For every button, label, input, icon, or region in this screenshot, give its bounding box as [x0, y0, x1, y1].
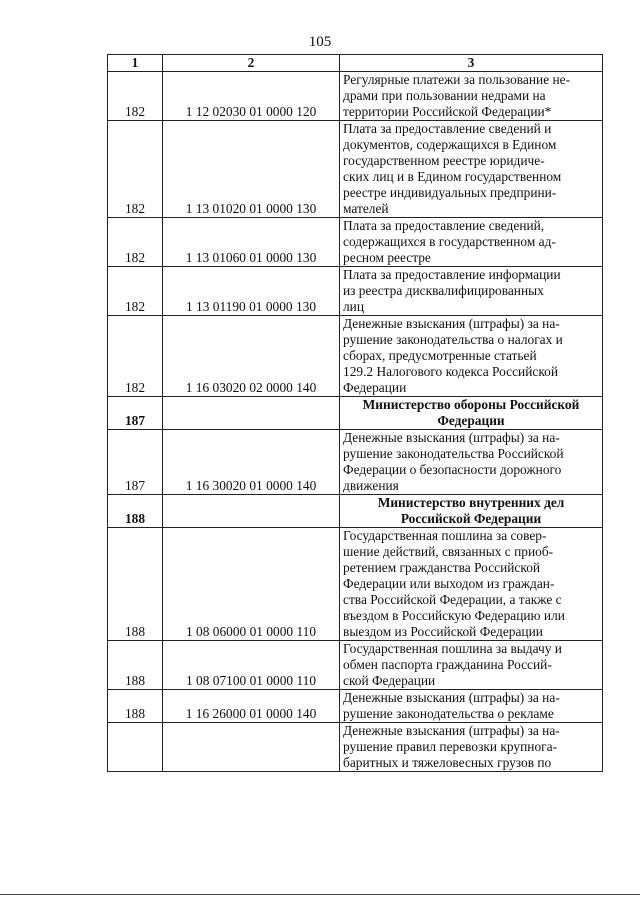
text-line: Федерации: [343, 380, 407, 395]
revenue-codes-table: [107, 54, 603, 772]
text-line: 129.2 Налогового кодекса Российской: [343, 364, 559, 379]
revenue-name-cell: [340, 430, 603, 495]
text-line: Денежные взыскания (штрафы) за на-: [343, 723, 560, 738]
budget-code-cell: 1 13 01020 01 0000 130: [163, 121, 340, 218]
table-row: [108, 121, 603, 218]
ministry-name-cell: [340, 495, 603, 528]
text-line: баритных и тяжеловесных грузов по: [343, 755, 552, 770]
budget-code-cell: 1 16 26000 01 0000 140: [163, 690, 340, 723]
revenue-name-cell: [340, 267, 603, 316]
admin-code-cell: 188: [108, 690, 163, 723]
column-header-3: 3: [340, 55, 603, 72]
text-line: движения: [343, 478, 399, 493]
admin-code-cell: 182: [108, 267, 163, 316]
text-line: содержащихся в государственном ад-: [343, 234, 556, 249]
ministry-header-row: [108, 397, 603, 430]
text-line: ства Российской Федерации, а также с: [343, 592, 562, 607]
budget-code-cell: 1 13 01190 01 0000 130: [163, 267, 340, 316]
text-line: Денежные взыскания (штрафы) за на-: [343, 690, 560, 705]
admin-code-cell: [108, 723, 163, 772]
column-header-1: 1: [108, 55, 163, 72]
admin-code-cell: 182: [108, 121, 163, 218]
budget-code-cell: [163, 723, 340, 772]
text-line: рушение законодательства о рекламе: [343, 706, 554, 721]
admin-code-cell: 187: [108, 397, 163, 430]
budget-code-cell: 1 13 01060 01 0000 130: [163, 218, 340, 267]
table-row: [108, 430, 603, 495]
text-line: Денежные взыскания (штрафы) за на-: [343, 430, 560, 445]
admin-code-cell: 188: [108, 495, 163, 528]
revenue-name-cell: [340, 690, 603, 723]
text-line: рушение законодательства Российской: [343, 446, 564, 461]
revenue-name-cell: [340, 72, 603, 121]
text-line: сборах, предусмотренные статьей: [343, 348, 537, 363]
text-line: Плата за предоставление информации: [343, 267, 561, 282]
budget-code-cell: [163, 495, 340, 528]
table-header-row: [108, 55, 603, 72]
admin-code-cell: 188: [108, 641, 163, 690]
table-row: [108, 641, 603, 690]
table-row: [108, 723, 603, 772]
text-line: драми при пользовании недрами на: [343, 88, 546, 103]
revenue-name-cell: [340, 723, 603, 772]
budget-code-cell: 1 12 02030 01 0000 120: [163, 72, 340, 121]
page-bottom-rule: [0, 894, 640, 895]
admin-code-cell: 188: [108, 528, 163, 641]
text-line: лиц: [343, 299, 365, 314]
revenue-name-cell: [340, 316, 603, 397]
text-line: реестре индивидуальных предприни-: [343, 185, 557, 200]
ministry-header-row: [108, 495, 603, 528]
text-line: государственном реестре юридиче-: [343, 153, 545, 168]
table-row: [108, 316, 603, 397]
text-line: ских лиц и в Едином государственном: [343, 169, 562, 184]
text-line: ской Федерации: [343, 673, 436, 688]
text-line: Плата за предоставление сведений,: [343, 218, 545, 233]
text-line: Министерство обороны Российской: [362, 397, 580, 412]
text-line: Регулярные платежи за пользование не-: [343, 72, 571, 87]
revenue-name-cell: [340, 121, 603, 218]
text-line: шение действий, связанных с приоб-: [343, 544, 554, 559]
revenue-name-cell: [340, 641, 603, 690]
table-body: [108, 72, 603, 772]
admin-code-cell: 182: [108, 218, 163, 267]
text-line: рушение правил перевозки крупнога-: [343, 739, 558, 754]
budget-code-cell: 1 16 03020 02 0000 140: [163, 316, 340, 397]
text-line: ретением гражданства Российской: [343, 560, 541, 575]
table-row: [108, 218, 603, 267]
table-row: [108, 267, 603, 316]
admin-code-cell: 182: [108, 316, 163, 397]
text-line: рушение законодательства о налогах и: [343, 332, 563, 347]
revenue-name-cell: [340, 218, 603, 267]
table-row: [108, 72, 603, 121]
text-line: обмен паспорта гражданина Россий-: [343, 657, 552, 672]
table-row: [108, 690, 603, 723]
budget-code-cell: [163, 397, 340, 430]
text-line: Федерации о безопасности дорожного: [343, 462, 562, 477]
text-line: Федерации: [437, 413, 505, 428]
text-line: из реестра дисквалифицированных: [343, 283, 544, 298]
admin-code-cell: 187: [108, 430, 163, 495]
text-line: Государственная пошлина за совер-: [343, 528, 547, 543]
budget-code-cell: 1 08 06000 01 0000 110: [163, 528, 340, 641]
text-line: Российской Федерации: [400, 511, 542, 526]
revenue-name-cell: [340, 528, 603, 641]
table-row: [108, 528, 603, 641]
text-line: Государственная пошлина за выдачу и: [343, 641, 562, 656]
text-line: Федерации или выходом из граждан-: [343, 576, 555, 591]
text-line: выездом из Российской Федерации: [343, 624, 543, 639]
text-line: территории Российской Федерации*: [343, 104, 552, 119]
text-line: Денежные взыскания (штрафы) за на-: [343, 316, 560, 331]
text-line: въездом в Российскую Федерацию или: [343, 608, 565, 623]
text-line: мателей: [343, 201, 389, 216]
ministry-name-cell: [340, 397, 603, 430]
budget-code-cell: 1 08 07100 01 0000 110: [163, 641, 340, 690]
text-line: Министерство внутренних дел: [377, 495, 565, 510]
column-header-2: 2: [163, 55, 340, 72]
text-line: ресном реестре: [343, 250, 431, 265]
budget-code-cell: 1 16 30020 01 0000 140: [163, 430, 340, 495]
page-number: 105: [308, 34, 332, 50]
admin-code-cell: 182: [108, 72, 163, 121]
text-line: Плата за предоставление сведений и: [343, 121, 552, 136]
text-line: документов, содержащихся в Едином: [343, 137, 557, 152]
